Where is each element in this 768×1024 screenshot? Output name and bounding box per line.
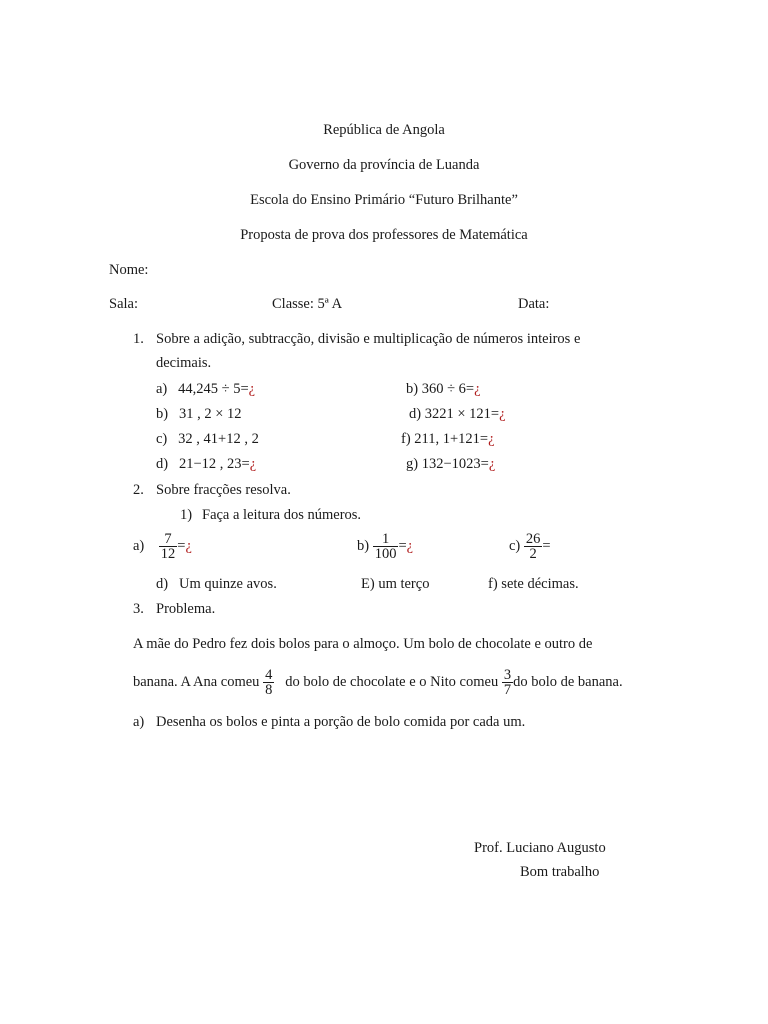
- item-label: c): [509, 537, 521, 554]
- q2-word-item: [488, 575, 579, 593]
- q1-item: [406, 380, 481, 398]
- item-expr: 3221 × 121=: [424, 406, 500, 422]
- q2-fraction-item: [357, 532, 413, 561]
- item-label: d): [409, 406, 422, 422]
- item-label: f): [401, 431, 411, 447]
- item-question-mark: ¿: [499, 406, 506, 422]
- item-question-mark: ¿: [488, 456, 496, 472]
- q1-item: [401, 430, 495, 448]
- item-label: b): [156, 406, 169, 422]
- fraction: [373, 532, 399, 561]
- item-text: sete décimas.: [501, 576, 579, 592]
- q1-item: [156, 455, 256, 473]
- q2-sub-number: 1): [180, 507, 193, 523]
- q2-number: 2.: [133, 482, 144, 498]
- field-data: Data:: [518, 296, 550, 312]
- q1-text-line1: Sobre a adição, subtracção, divisão e multiplicação de números inteiros e: [156, 331, 581, 347]
- item-question-mark: ¿: [406, 537, 414, 554]
- q1-item: [409, 405, 506, 423]
- item-label: f): [488, 576, 498, 592]
- fraction-numerator: 26: [525, 531, 541, 547]
- item-question-mark: ¿: [488, 431, 495, 447]
- fraction-numerator: 1: [381, 531, 390, 547]
- fraction-denominator: 7: [503, 682, 512, 698]
- q1-item: [156, 405, 242, 423]
- fraction-ana: [263, 668, 274, 697]
- q2-fraction-item: [509, 532, 551, 561]
- q1-item: [156, 380, 255, 398]
- fraction-equals: =: [542, 537, 551, 554]
- item-question-mark: ¿: [248, 381, 256, 397]
- q2-word-item: [156, 575, 277, 593]
- item-label: d): [156, 456, 169, 472]
- fraction-nito: [502, 668, 513, 697]
- q2-sub-text: Faça a leitura dos números.: [202, 507, 362, 523]
- item-expr: 132−1023=: [421, 456, 489, 472]
- fraction-equals: =: [177, 537, 186, 554]
- q2-word-item: [361, 575, 429, 593]
- header-republic: República de Angola: [323, 122, 445, 138]
- q3-number: 3.: [133, 601, 144, 617]
- q3-title: Problema.: [156, 601, 216, 617]
- item-text: Um quinze avos.: [178, 576, 277, 592]
- item-label: b): [357, 537, 370, 554]
- fraction-numerator: 4: [265, 667, 273, 683]
- fraction: [159, 532, 178, 561]
- field-classe: Classe: 5ª A: [272, 296, 343, 312]
- item-label: b): [406, 381, 419, 397]
- item-label: a): [156, 381, 168, 397]
- item-label: E): [361, 576, 375, 592]
- q3-text-c: do bolo de banana.: [513, 673, 623, 690]
- item-expr: 31 , 2 × 12: [178, 406, 242, 422]
- q1-item: [406, 455, 495, 473]
- item-expr: 21−12 , 23=: [178, 456, 250, 472]
- fraction-numerator: 7: [164, 531, 172, 547]
- q3-task-label: a): [133, 714, 145, 730]
- q2-fraction-item: [133, 532, 192, 561]
- item-label: g): [406, 456, 419, 472]
- header-title: Proposta de prova dos professores de Matemática: [240, 227, 528, 243]
- q3-text-a: banana. A Ana comeu: [133, 673, 260, 690]
- item-label: a): [133, 537, 145, 554]
- header-school: Escola do Ensino Primário “Futuro Brilhante”: [250, 192, 518, 208]
- item-expr: 211, 1+121=: [414, 431, 489, 447]
- item-question-mark: ¿: [249, 456, 257, 472]
- q3-text-b: do bolo de chocolate e o Nito comeu: [285, 673, 499, 690]
- fraction: [524, 532, 543, 561]
- item-question-mark: ¿: [474, 381, 481, 397]
- q1-text-line2: decimais.: [156, 355, 212, 371]
- fraction-denominator: 8: [265, 682, 273, 698]
- item-label: c): [156, 431, 168, 447]
- q3-paragraph-line1: A mãe do Pedro fez dois bolos para o almoço. Um bolo de chocolate e outro de: [133, 636, 593, 652]
- item-expr: 32 , 41+12 , 2: [178, 431, 259, 447]
- header-government: Governo da província de Luanda: [288, 157, 480, 173]
- q3-task-text: Desenha os bolos e pinta a porção de bolo comida por cada um.: [156, 714, 526, 730]
- footer-closing: Bom trabalho: [520, 864, 600, 880]
- q2-text: Sobre fracções resolva.: [156, 482, 291, 498]
- footer-author: Prof. Luciano Augusto: [474, 840, 606, 856]
- fraction-denominator: 2: [524, 546, 543, 561]
- fraction-numerator: 3: [503, 667, 512, 683]
- fraction-equals: =: [398, 537, 407, 554]
- field-sala: Sala:: [109, 296, 138, 312]
- q1-number: 1.: [133, 331, 144, 347]
- item-label: d): [156, 576, 169, 592]
- item-question-mark: ¿: [185, 537, 192, 554]
- field-nome: Nome:: [109, 262, 149, 278]
- fraction-denominator: 100: [374, 546, 397, 562]
- fraction-denominator: 12: [160, 546, 176, 562]
- item-expr: 360 ÷ 6=: [421, 381, 475, 397]
- item-text: um terço: [378, 576, 430, 592]
- q3-paragraph-line2: [133, 668, 623, 697]
- q1-item: [156, 430, 259, 448]
- item-expr: 44,245 ÷ 5=: [178, 381, 249, 397]
